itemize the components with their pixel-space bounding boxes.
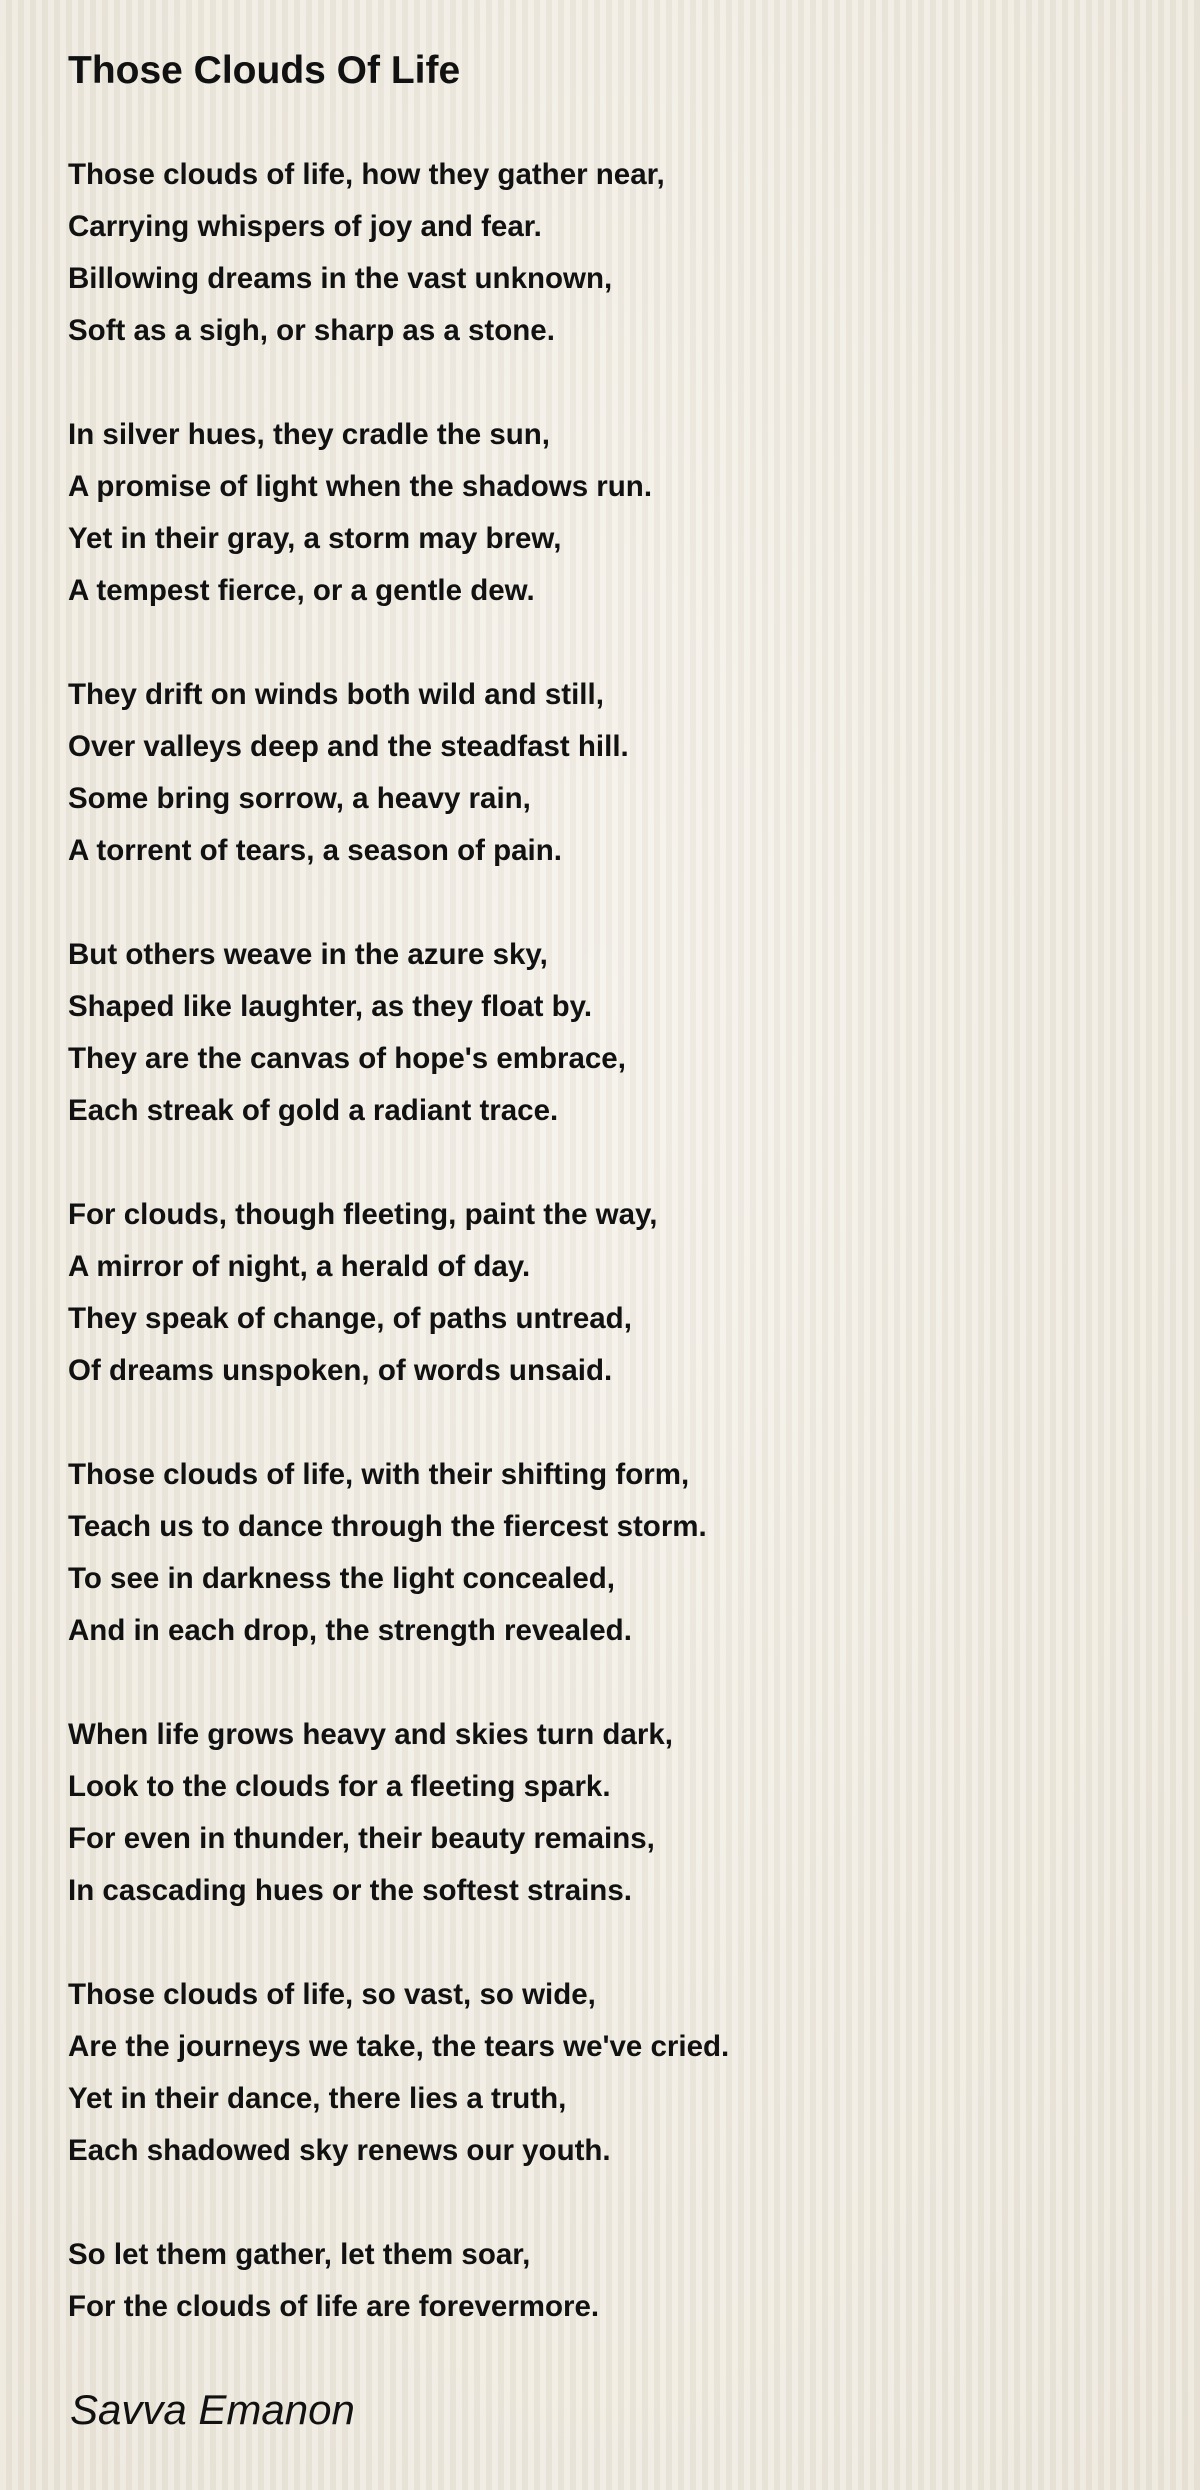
poem-line: For clouds, though fleeting, paint the way, bbox=[68, 1198, 658, 1231]
poem-line: Each shadowed sky renews our youth. bbox=[68, 2134, 611, 2167]
poem-line: A promise of light when the shadows run. bbox=[68, 470, 653, 503]
poem-line: They speak of change, of paths untread, bbox=[68, 1302, 632, 1335]
poem-line: Are the journeys we take, the tears we've cried. bbox=[68, 2030, 730, 2063]
poem-line: Yet in their gray, a storm may brew, bbox=[68, 522, 562, 555]
stanza-8 bbox=[68, 1969, 1148, 2177]
poem-line: A mirror of night, a herald of day. bbox=[68, 1250, 531, 1283]
poem-line: Soft as a sigh, or sharp as a stone. bbox=[68, 314, 555, 347]
poem-line: Some bring sorrow, a heavy rain, bbox=[68, 782, 531, 815]
poem-line: Carrying whispers of joy and fear. bbox=[68, 210, 542, 243]
poem-line: To see in darkness the light concealed, bbox=[68, 1562, 616, 1595]
poem-line: Billowing dreams in the vast unknown, bbox=[68, 262, 613, 295]
poem-line: Of dreams unspoken, of words unsaid. bbox=[68, 1354, 613, 1387]
poem-line: A torrent of tears, a season of pain. bbox=[68, 834, 562, 867]
poem-line: For the clouds of life are forevermore. bbox=[68, 2290, 600, 2323]
poem-line: Those clouds of life, with their shifting form, bbox=[68, 1458, 690, 1491]
poem-line: Each streak of gold a radiant trace. bbox=[68, 1094, 559, 1127]
poem-line: For even in thunder, their beauty remains, bbox=[68, 1822, 655, 1855]
author-name: Savva Emanon bbox=[70, 2386, 355, 2433]
poem-line: They drift on winds both wild and still, bbox=[68, 678, 604, 711]
poem-line: But others weave in the azure sky, bbox=[68, 938, 548, 971]
poem-line: A tempest fierce, or a gentle dew. bbox=[68, 574, 535, 607]
poem-line: They are the canvas of hope's embrace, bbox=[68, 1042, 626, 1075]
stanza-1 bbox=[68, 149, 1148, 357]
poem-line: Over valleys deep and the steadfast hill. bbox=[68, 730, 629, 763]
poem-line: In silver hues, they cradle the sun, bbox=[68, 418, 550, 451]
stanza-9 bbox=[68, 2229, 1148, 2333]
poem-line: Look to the clouds for a fleeting spark. bbox=[68, 1770, 611, 1803]
poem-line: And in each drop, the strength revealed. bbox=[68, 1614, 632, 1647]
poem-line: Those clouds of life, how they gather near, bbox=[68, 158, 665, 191]
poem-line: Those clouds of life, so vast, so wide, bbox=[68, 1978, 596, 2011]
stanza-2 bbox=[68, 409, 1148, 617]
poem-line: When life grows heavy and skies turn dark, bbox=[68, 1718, 673, 1751]
poem-line: In cascading hues or the softest strains. bbox=[68, 1874, 632, 1907]
poem-line: Yet in their dance, there lies a truth, bbox=[68, 2082, 567, 2115]
poem-title: Those Clouds Of Life bbox=[68, 49, 461, 92]
poem-line: So let them gather, let them soar, bbox=[68, 2238, 531, 2271]
poem-body bbox=[68, 149, 1148, 2385]
stanza-5 bbox=[68, 1189, 1148, 1397]
poem-line: Teach us to dance through the fiercest storm. bbox=[68, 1510, 707, 1543]
stanza-4 bbox=[68, 929, 1148, 1137]
stanza-7 bbox=[68, 1709, 1148, 1917]
stanza-3 bbox=[68, 669, 1148, 877]
poem-line: Shaped like laughter, as they float by. bbox=[68, 990, 593, 1023]
stanza-6 bbox=[68, 1449, 1148, 1657]
